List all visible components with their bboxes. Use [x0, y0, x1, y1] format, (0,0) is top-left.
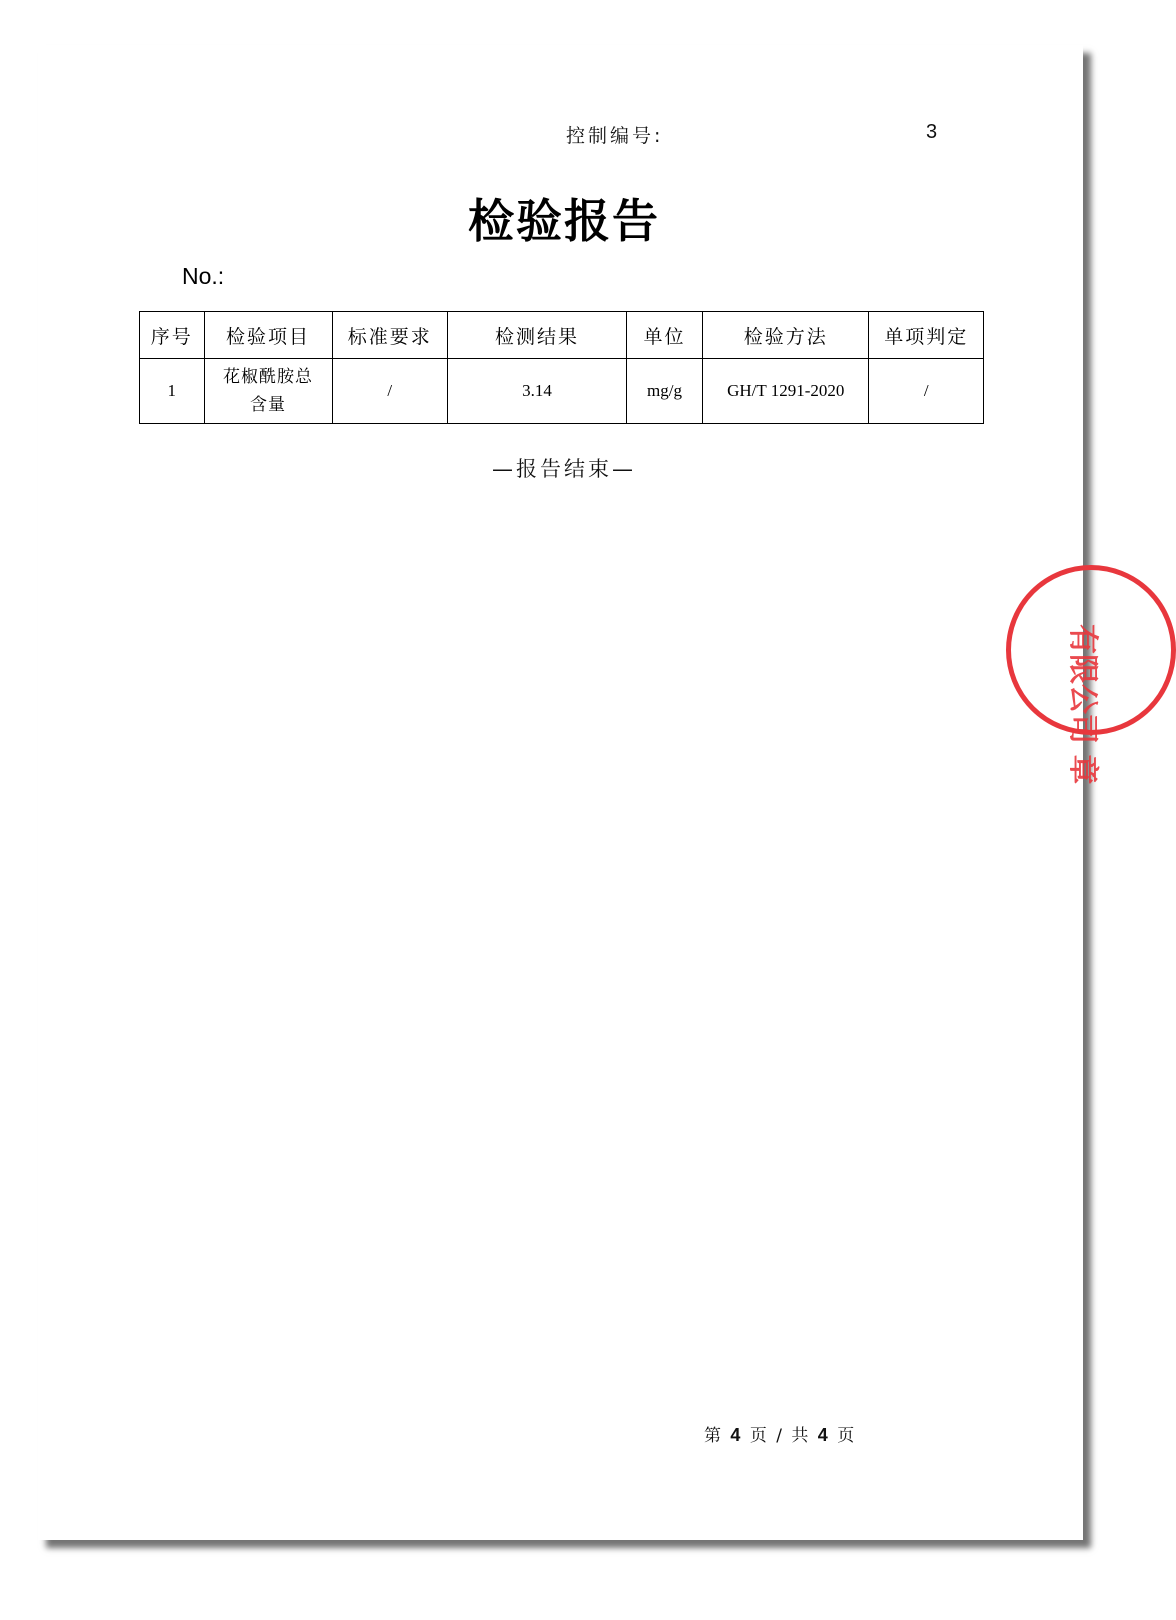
cell-seq: 1 [140, 359, 205, 424]
report-end-marker: —报告结束— [492, 457, 636, 481]
col-header-seq: 序号 [140, 312, 205, 359]
official-seal [1006, 565, 1100, 785]
cell-result: 3.14 [448, 359, 627, 424]
cell-item-text: 花椒酰胺总含量 [223, 367, 314, 415]
footer-suffix: 页 [837, 1426, 857, 1446]
control-number-value: 3 [926, 121, 938, 143]
report-number-label: No.: [182, 263, 225, 289]
col-header-item: 检验项目 [204, 312, 332, 359]
seal-text: 有限公司 章 [1065, 624, 1100, 785]
cell-method: GH/T 1291-2020 [702, 359, 869, 424]
col-header-standard: 标准要求 [332, 312, 448, 359]
table-row [140, 359, 984, 424]
footer-total-pages: 4 [817, 1425, 830, 1445]
col-header-method: 检验方法 [702, 312, 869, 359]
results-table [139, 311, 984, 424]
cell-standard: / [332, 359, 448, 424]
document-page [38, 45, 1100, 1540]
footer-mid: 页 / 共 [749, 1426, 811, 1446]
col-header-judgement: 单项判定 [869, 312, 984, 359]
footer-page-number: 4 [730, 1425, 743, 1445]
col-header-result: 检测结果 [448, 312, 627, 359]
cell-unit: mg/g [627, 359, 703, 424]
control-number-label: 控制编号: [566, 125, 664, 147]
table-header-row [140, 312, 984, 359]
cell-judgement: / [869, 359, 984, 424]
col-header-unit: 单位 [627, 312, 703, 359]
cell-item [204, 359, 332, 424]
report-title: 检验报告 [468, 194, 660, 248]
footer-prefix: 第 [704, 1426, 723, 1446]
page-footer [704, 1421, 856, 1446]
